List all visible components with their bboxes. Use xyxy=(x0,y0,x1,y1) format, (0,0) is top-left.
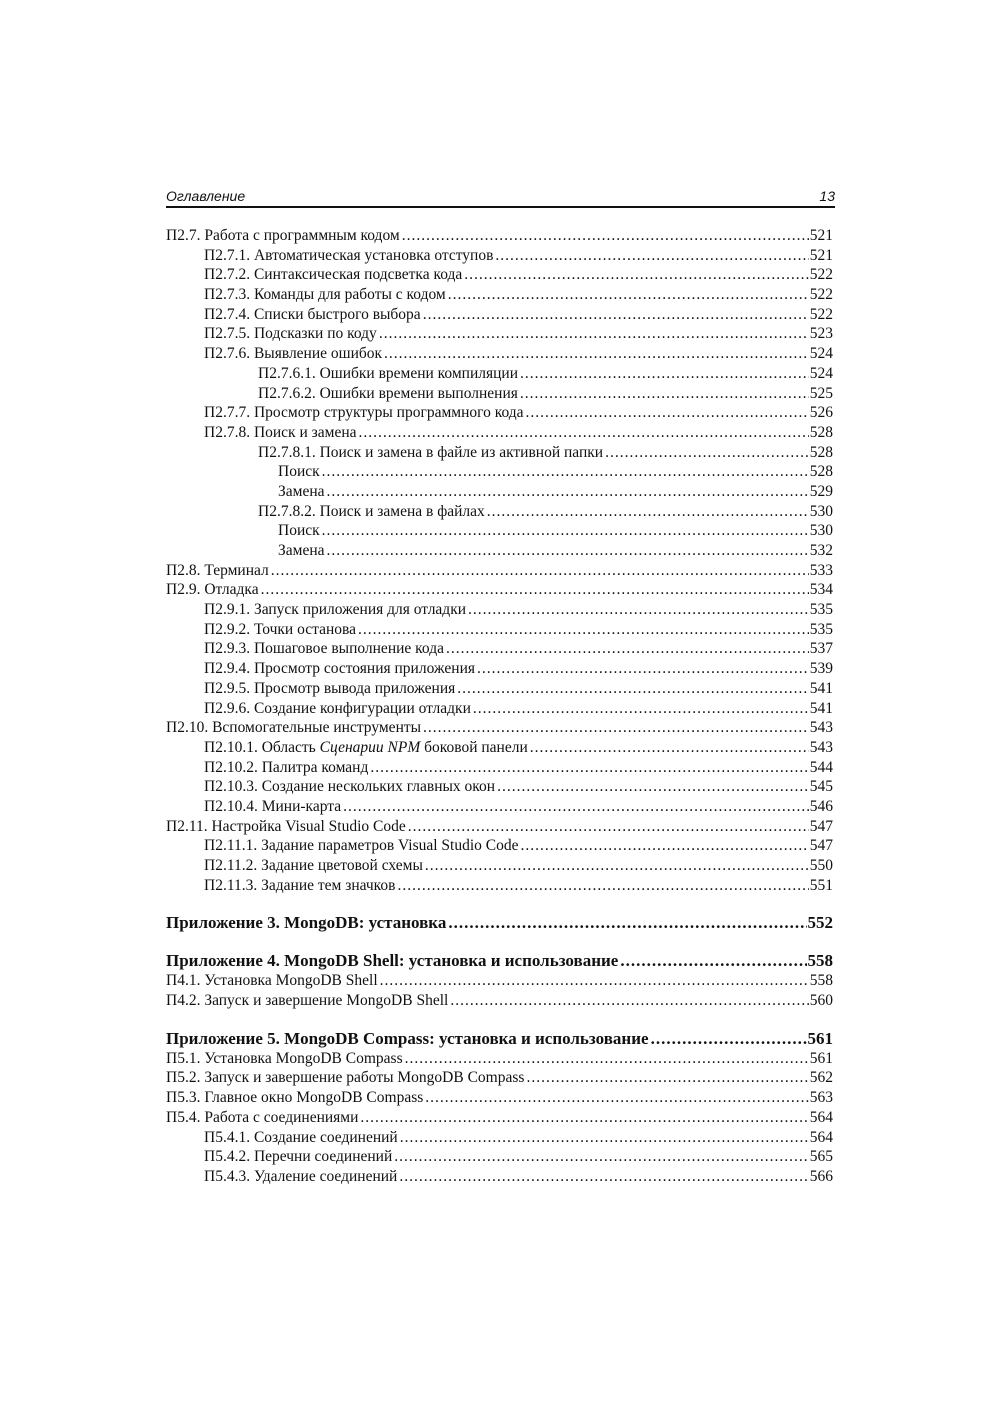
toc-entry xyxy=(166,521,833,541)
toc-entry-title-text: боковой панели xyxy=(420,738,528,756)
dot-leader xyxy=(457,679,808,699)
toc-entry-title xyxy=(204,403,526,423)
dot-leader xyxy=(399,1167,808,1187)
toc-entry-title xyxy=(166,561,271,581)
toc-entry xyxy=(166,797,833,817)
toc-entry-page: 529 xyxy=(809,482,833,500)
dot-leader xyxy=(322,462,809,482)
toc-entry-title xyxy=(204,836,521,856)
dot-leader xyxy=(520,364,809,384)
toc-entry-title xyxy=(204,679,457,699)
toc-entry-title-text: П2.7.2. Синтаксическая подсветка кода xyxy=(204,266,463,284)
toc-entry-page: 543 xyxy=(809,719,833,737)
toc-entry-page: 522 xyxy=(809,266,833,284)
toc-entry-title-text: Приложение 3. MongoDB: установка xyxy=(166,913,447,933)
toc-entry-title-text: П2.11. Настройка Visual Studio Code xyxy=(166,817,406,835)
dot-leader xyxy=(526,403,809,423)
dot-leader xyxy=(398,876,809,896)
dot-leader xyxy=(605,443,809,463)
toc-entry-page: 558 xyxy=(807,951,833,971)
toc-entry-page: 535 xyxy=(809,601,833,619)
toc-entry-title xyxy=(166,1108,360,1128)
toc-entry-page: 521 xyxy=(809,246,833,264)
toc-entry-page: 528 xyxy=(809,463,833,481)
toc-entry xyxy=(166,639,833,659)
toc-entry xyxy=(166,443,833,463)
toc-entry-title xyxy=(258,384,520,404)
toc-entry xyxy=(166,502,833,522)
toc-entry-title-text: П2.10.4. Мини-карта xyxy=(204,797,342,815)
dot-leader xyxy=(477,659,809,679)
toc-entry-page: 546 xyxy=(809,797,833,815)
toc-entry-title xyxy=(204,856,425,876)
toc-entry-page: 550 xyxy=(809,857,833,874)
toc-entry-page: 547 xyxy=(809,817,833,835)
toc-entry-title xyxy=(166,1049,405,1069)
toc-entry-page: 551 xyxy=(809,876,833,894)
toc-entry-page: 537 xyxy=(809,640,833,658)
toc-entry-title xyxy=(204,246,495,266)
toc-entry-page: 564 xyxy=(809,1128,833,1146)
toc-entry-title-text: П2.7.6.2. Ошибки времени выполнения xyxy=(258,384,518,402)
toc-entry-title-text: П2.9.5. Просмотр вывода приложения xyxy=(204,679,456,697)
dot-leader xyxy=(487,502,809,522)
toc-entry-page: 560 xyxy=(809,992,833,1010)
toc-entry-page: 523 xyxy=(809,325,833,343)
dot-leader xyxy=(530,738,809,758)
toc-entry xyxy=(166,991,833,1011)
toc-entry-title xyxy=(204,285,448,305)
toc-entry-page: 539 xyxy=(809,660,833,678)
dot-leader xyxy=(473,699,809,719)
toc-entry-title xyxy=(204,600,468,620)
toc-entry xyxy=(166,482,833,502)
toc-entry-title-text: П2.9.2. Точки останова xyxy=(204,620,356,638)
toc-entry-page: 533 xyxy=(809,561,833,579)
toc-entry xyxy=(166,226,833,246)
toc-entry-title xyxy=(166,718,423,738)
toc-entry xyxy=(166,364,833,384)
toc-entry-page: 526 xyxy=(809,404,833,422)
toc-entry-title-text: Приложение 5. MongoDB Compass: установка и использование xyxy=(166,1028,649,1048)
dot-leader xyxy=(402,226,809,246)
toc-entry xyxy=(166,1068,833,1088)
toc-entry-title-text: П2.7.8. Поиск и замена xyxy=(204,423,357,441)
dot-leader xyxy=(358,620,809,640)
toc-entry-page: 543 xyxy=(809,738,833,756)
toc-entry xyxy=(166,1128,833,1148)
toc-entry-title-text: П2.7.7. Просмотр структуры программного кода xyxy=(204,404,524,422)
toc-entry xyxy=(166,620,833,640)
toc-entry-page: 541 xyxy=(809,699,833,717)
toc-entry-page: 541 xyxy=(809,679,833,697)
dot-leader xyxy=(425,1088,808,1108)
toc-entry-title-text: П5.4.2. Перечни соединений xyxy=(204,1148,393,1166)
toc-entry-title xyxy=(278,482,327,502)
toc-entry-title xyxy=(204,659,477,679)
toc-entry-title-text: Приложение 4. MongoDB Shell: установка и использование xyxy=(166,951,619,971)
toc-entry-italic-text: Сценарии NPM xyxy=(319,738,421,756)
toc-entry-page: 566 xyxy=(809,1167,833,1185)
toc-entry-title-text: П2.8. Терминал xyxy=(166,561,269,579)
toc-entry-title-text: П5.4. Работа с соединениями xyxy=(166,1108,359,1126)
toc-entry-page: 561 xyxy=(809,1049,833,1067)
toc-entry-title xyxy=(258,502,487,522)
dot-leader xyxy=(408,817,809,837)
toc-entry xyxy=(166,561,833,581)
toc-entry-title-text: П5.1. Установка MongoDB Compass xyxy=(166,1049,403,1067)
toc-entry xyxy=(166,324,833,344)
dot-leader xyxy=(394,1147,808,1167)
toc-entry-title xyxy=(278,462,322,482)
dot-leader xyxy=(359,423,809,443)
toc-entry xyxy=(166,1108,833,1128)
toc-entry xyxy=(166,462,833,482)
dot-leader xyxy=(327,482,809,502)
dot-leader xyxy=(261,580,809,600)
toc-entry xyxy=(166,777,833,797)
dot-leader xyxy=(322,521,809,541)
toc-entry-title-text: П2.9.6. Создание конфигурации отладки xyxy=(204,699,471,717)
toc-entry-title xyxy=(204,639,446,659)
toc-entry-title xyxy=(204,738,530,758)
running-header-title: Оглавление xyxy=(166,188,246,204)
toc-entry-title xyxy=(166,1068,526,1088)
toc-entry-title xyxy=(278,521,322,541)
toc-entry-title-text: П2.7.8.2. Поиск и замена в файлах xyxy=(258,502,485,520)
toc-entry xyxy=(166,1167,833,1187)
toc-entry-title-text: Замена xyxy=(278,482,325,500)
toc-entry xyxy=(166,699,833,719)
toc-entry xyxy=(166,246,833,266)
toc-entry-title xyxy=(166,951,620,971)
toc-entry-page: 528 xyxy=(809,443,833,461)
toc-entry-title xyxy=(204,758,370,778)
toc-entry-title xyxy=(204,423,359,443)
toc-entry-title-text: Замена xyxy=(278,542,325,559)
toc-entry-title xyxy=(166,971,380,991)
page-number: 13 xyxy=(819,188,835,204)
toc-entry-page: 564 xyxy=(809,1108,833,1126)
dot-leader xyxy=(360,1108,808,1128)
toc-entry-title-text: П2.9. Отладка xyxy=(166,581,259,599)
dot-leader xyxy=(450,991,808,1011)
toc-entry xyxy=(166,856,833,876)
toc-entry-title xyxy=(258,364,520,384)
running-header xyxy=(166,187,835,208)
toc-entry-title xyxy=(204,1147,394,1167)
toc-entry xyxy=(166,758,833,778)
toc-entry-title-text: П2.7.3. Команды для работы с кодом xyxy=(204,286,446,304)
toc-entry-title-text: П5.4.3. Удаление соединений xyxy=(204,1167,398,1185)
toc-entry-title xyxy=(204,777,497,797)
toc-entry-title-text: П2.7.8.1. Поиск и замена в файле из активной папки xyxy=(258,443,604,461)
dot-leader xyxy=(446,639,809,659)
toc-entry xyxy=(166,403,833,423)
toc-entry xyxy=(166,659,833,679)
toc-entry-page: 530 xyxy=(809,502,833,520)
toc-entry xyxy=(166,817,833,837)
toc-entry-page: 528 xyxy=(809,423,833,441)
dot-leader xyxy=(651,1029,807,1049)
toc-entry xyxy=(166,384,833,404)
dot-leader xyxy=(400,1128,809,1148)
toc-chapter-entry xyxy=(166,913,833,933)
toc-entry xyxy=(166,541,833,561)
toc-entry xyxy=(166,1088,833,1108)
toc-entry xyxy=(166,971,833,991)
toc-chapter-entry xyxy=(166,951,833,971)
toc-entry-title-text: П2.10.3. Создание нескольких главных окон xyxy=(204,778,496,796)
dot-leader xyxy=(468,600,809,620)
toc-entry-title-text: П2.7.1. Автоматическая установка отступов xyxy=(204,246,494,264)
toc-entry-title xyxy=(166,1088,425,1108)
dot-leader xyxy=(495,246,808,266)
toc-entry-title-text: П2.7. Работа с программным кодом xyxy=(166,227,400,244)
dot-leader xyxy=(423,718,809,738)
toc-entry-title-text: П2.9.1. Запуск приложения для отладки xyxy=(204,601,467,619)
dot-leader xyxy=(327,541,809,561)
toc-entry-page: 563 xyxy=(809,1089,833,1107)
toc-entry xyxy=(166,580,833,600)
toc-entry-page: 545 xyxy=(809,778,833,796)
dot-leader xyxy=(425,856,809,876)
dot-leader xyxy=(343,797,809,817)
dot-leader xyxy=(271,561,809,581)
dot-leader xyxy=(380,971,809,991)
toc-entry-title-text: П5.3. Главное окно MongoDB Compass xyxy=(166,1089,424,1107)
toc-entry-title xyxy=(166,817,408,837)
toc-entry-title-text: П4.2. Запуск и завершение MongoDB Shell xyxy=(166,992,449,1010)
toc-entry-page: 562 xyxy=(809,1069,833,1087)
toc-entry-page: 547 xyxy=(809,837,833,855)
toc-entry-title xyxy=(204,1128,400,1148)
toc-entry xyxy=(166,1147,833,1167)
toc-entry-title xyxy=(278,541,327,561)
toc-entry-title xyxy=(166,991,450,1011)
dot-leader xyxy=(448,913,806,933)
toc-entry xyxy=(166,265,833,285)
toc-entry xyxy=(166,836,833,856)
toc-entry xyxy=(166,718,833,738)
toc-entry-title-text: П2.7.6. Выявление ошибок xyxy=(204,345,383,363)
toc-entry-page: 530 xyxy=(809,522,833,540)
toc-entry-title-text: Поиск xyxy=(278,463,320,481)
dot-leader xyxy=(448,285,809,305)
toc-entry-title-text: П2.10.2. Палитра команд xyxy=(204,758,369,776)
toc-entry xyxy=(166,738,833,758)
toc-entry-page: 565 xyxy=(809,1148,833,1166)
toc-entry xyxy=(166,305,833,325)
toc-entry xyxy=(166,285,833,305)
toc-entry-title xyxy=(204,1167,399,1187)
toc-entry-page: 544 xyxy=(809,758,833,776)
toc-entry-title xyxy=(204,265,464,285)
toc-entry-title xyxy=(258,443,605,463)
dot-leader xyxy=(423,305,809,325)
toc-entry-page: 535 xyxy=(809,620,833,638)
dot-leader xyxy=(384,344,809,364)
toc-entry xyxy=(166,600,833,620)
toc-entry-title xyxy=(204,620,358,640)
dot-leader xyxy=(526,1068,808,1088)
toc-entry xyxy=(166,1049,833,1069)
toc-entry-title xyxy=(204,876,398,896)
toc-entry-title-text: П2.11.2. Задание цветовой схемы xyxy=(204,857,423,874)
table-of-contents xyxy=(166,226,833,1187)
toc-entry-page: 524 xyxy=(809,345,833,363)
toc-entry-page: 524 xyxy=(809,364,833,382)
dot-leader xyxy=(521,836,809,856)
toc-entry-title-text: П5.4.1. Создание соединений xyxy=(204,1128,398,1146)
toc-entry-page: 522 xyxy=(809,305,833,323)
toc-entry xyxy=(166,423,833,443)
dot-leader xyxy=(520,384,809,404)
toc-entry-title-text: П2.10.1. Область xyxy=(204,738,320,756)
dot-leader xyxy=(370,758,808,778)
toc-entry-title xyxy=(166,226,402,246)
toc-entry xyxy=(166,876,833,896)
toc-entry-page: 561 xyxy=(807,1028,833,1048)
toc-chapter-entry xyxy=(166,1029,833,1049)
dot-leader xyxy=(464,265,808,285)
dot-leader xyxy=(379,324,809,344)
toc-entry-title xyxy=(204,797,343,817)
toc-entry-page: 552 xyxy=(807,913,833,933)
toc-entry-page: 521 xyxy=(809,227,833,244)
toc-entry-title-text: П2.7.5. Подсказки по коду xyxy=(204,325,377,343)
toc-entry-title-text: Поиск xyxy=(278,522,320,540)
toc-entry-title xyxy=(204,324,379,344)
toc-entry-title xyxy=(166,1029,651,1049)
toc-entry-title xyxy=(166,913,448,933)
toc-entry xyxy=(166,679,833,699)
toc-entry-title-text: П5.2. Запуск и завершение работы MongoDB Compass xyxy=(166,1069,525,1087)
toc-entry-page: 558 xyxy=(809,972,833,990)
toc-entry-title-text: П4.1. Установка MongoDB Shell xyxy=(166,972,378,990)
toc-entry-title-text: П2.11.3. Задание тем значков xyxy=(204,876,396,894)
toc-entry-page: 522 xyxy=(809,286,833,304)
toc-entry-title-text: П2.11.1. Задание параметров Visual Studio Code xyxy=(204,837,519,855)
toc-entry-page: 525 xyxy=(809,384,833,402)
toc-entry-title-text: П2.9.3. Пошаговое выполнение кода xyxy=(204,640,444,658)
dot-leader xyxy=(497,777,809,797)
toc-entry-page: 534 xyxy=(809,581,833,599)
dot-leader xyxy=(620,951,806,971)
toc-entry-title-text: П2.7.4. Списки быстрого выбора xyxy=(204,305,421,323)
toc-entry-title xyxy=(204,305,423,325)
toc-entry-title xyxy=(204,699,473,719)
dot-leader xyxy=(405,1049,809,1069)
toc-entry-title-text: П2.9.4. Просмотр состояния приложения xyxy=(204,660,476,678)
toc-entry-title-text: П2.7.6.1. Ошибки времени компиляции xyxy=(258,364,519,382)
toc-entry-title xyxy=(166,580,261,600)
toc-entry xyxy=(166,344,833,364)
toc-entry-title xyxy=(204,344,384,364)
toc-entry-title-text: П2.10. Вспомогательные инструменты xyxy=(166,719,422,737)
toc-entry-page: 532 xyxy=(809,542,833,559)
